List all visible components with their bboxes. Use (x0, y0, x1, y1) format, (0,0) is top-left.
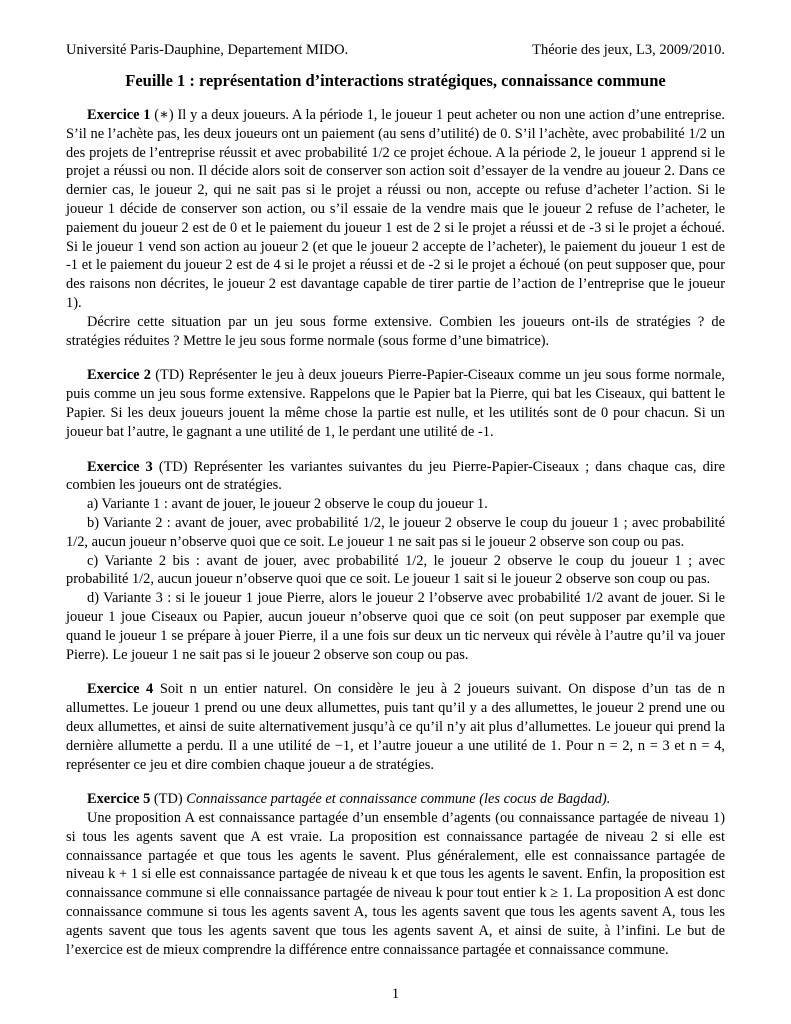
exercise-label: Exercice 2 (87, 367, 151, 384)
exercise-2 (66, 366, 725, 441)
exercise-tag: (∗) (154, 107, 174, 123)
page-header (66, 42, 725, 62)
variant-item: b) Variante 2 : avant de jouer, avec probabilité 1/2, le joueur 2 observe le coup du joueur 1 ; avec probabilité 1/2, aucun joueur n’observe quoi que ce soit. Le joueur 1 ne sait pas si le joueur 2 observe son coup ou pas. (66, 514, 725, 550)
exercise-tag: (TD) (155, 367, 185, 384)
exercise-text: Il y a deux joueurs. A la période 1, le joueur 1 peut acheter ou non une action d’une entreprise. S’il ne l’achète pas, les deux joueurs ont un paiement (au sens d’utilité) de 0. S’il l’achète, avec probabilité 1/2 un des projets de l’entreprise réussit et avec probabilité 1/2 ce projet échoue. A la période 2, le joueur 1 apprend si le projet a réussi ou non. Il décide alors soit de conserver son action soit d’essayer de la vendre au joueur 2. Dans ce dernier cas, le joueur 2, qui ne sait pas si le projet a réussi ou non, accepte ou refuse d’acheter l’action. Si le joueur 1 décide de conserver son action, ou s’il essaie de la vendre mais que le joueur 2 refuse de l’acheter, le paiement du joueur 2 est de 0 et le paiement du joueur 1 est de 2 si le projet a réussi et de -3 si le projet a échoué. Si le joueur 1 vend son action au joueur 2 (et que le joueur 2 accepte de l’acheter), le paiement du joueur 1 est de -1 et le paiement du joueur 2 est de 4 si le projet a réussi et de -2 si le projet a échoué (on peut supposer que, pour des raisons non décrites, le joueur 2 est davantage capable de tirer partie de l’action de l’entreprise que le joueur 1). (66, 107, 725, 311)
exercise-label: Exercice 4 (87, 681, 154, 698)
exercise-label: Exercice 5 (87, 791, 151, 808)
variant-item: c) Variante 2 bis : avant de jouer, avec probabilité 1/2, le joueur 2 observe le coup du joueur 1 ; avec probabilité 1/2, aucun joueur n’observe quoi que ce soit. Le joueur 1 sait si le joueur 2 observe son coup ou pas. (66, 552, 725, 588)
exercise-5 (66, 790, 725, 959)
exercise-4 (66, 680, 725, 774)
exercise-label: Exercice 1 (87, 107, 151, 123)
variant-item: a) Variante 1 : avant de jouer, le joueur 2 observe le coup du joueur 1. (87, 496, 488, 513)
exercise-tag: (TD) (158, 458, 188, 475)
exercise-text: Soit n un entier naturel. On considère le jeu à 2 joueurs suivant. On dispose d’un tas de n allumettes. Le joueur 1 prend ou une deux allumettes, puis tant qu’il y a des allumettes, le joueur 2 prend une ou deux allumettes, et ainsi de suite alternativement jusqu’à ce qu’il n’y ait plus d’allumettes. Le joueur qui prend la dernière allumette a perdu. Il a une utilité de −1, et l’autre joueur a une utilité de 1. Pour n = 2, n = 3 et n = 4, représenter ce jeu et dire combien chaque joueur a de stratégies. (66, 681, 725, 773)
exercise-label: Exercice 3 (87, 458, 153, 475)
header-institution: Université Paris-Dauphine, Departement MIDO. (66, 42, 349, 58)
page-number: 1 (391, 986, 400, 1002)
document-body (66, 106, 725, 975)
exercise-1 (66, 106, 725, 350)
header-course: Théorie des jeux, L3, 2009/2010. (532, 42, 725, 58)
exercise-3 (66, 458, 725, 665)
exercise-text: Représenter le jeu à deux joueurs Pierre-Papier-Ciseaux comme un jeu sous forme normale, puis comme un jeu sous forme extensive. Rappelons que le Papier bat la Pierre, qui bat les Ciseaux, qui battent le Papier. Si les deux joueurs jouent la même chose la partie est nulle, et les utilités sont de 0 pour chacun. Si un joueur bat l’autre, le gagnant a une utilité de 1, le perdant une utilité de -1. (66, 367, 725, 440)
exercise-text: Représenter les variantes suivantes du jeu Pierre-Papier-Ciseaux ; dans chaque cas, dire combien les joueurs ont de stratégies. (66, 458, 725, 494)
sheet-title: Feuille 1 : représentation d’interactions stratégiques, connaissance commune (125, 71, 666, 90)
exercise-tag: (TD) (153, 791, 183, 808)
exercise-text: Une proposition A est connaissance partagée d’un ensemble d’agents (ou connaissance partagée de niveau 1) si tous les agents savent que A est vraie. La proposition est connaissance partagée de niveau 2 si elle est connaissance partagée et que tous les agents le savent. Plus généralement, elle est connaissance partagée de niveau k + 1 si elle est connaissance partagée de niveau k et que tous les agents le savent. Enfin, la proposition est connaissance commune si elle connaissance partagée de niveau k pour tout entier k ≥ 1. La proposition A est donc connaissance commune si tous les agents savent A, tous les agents savent que tous les agents savent A, tous les agents savent que tous les agents savent que tous les agents savent A, et ainsi de suite, à l’infini. Le but de l’exercice est de mieux comprendre la différence entre connaissance partagée et connaissance commune. (66, 810, 725, 958)
exercise-text: Décrire cette situation par un jeu sous forme extensive. Combien les joueurs ont-ils de stratégies ? de stratégies réduites ? Mettre le jeu sous forme normale (sous forme d’une bimatrice). (66, 313, 725, 349)
variant-item: d) Variante 3 : si le joueur 1 joue Pierre, alors le joueur 2 l’observe avec probabilité 1/2 avant de jouer. Si le joueur 1 joue Ciseaux ou Papier, aucun joueur n’observe quoi que ce soit (on peut supposer par exemple que quand le joueur 1 se prépare à jouer Pierre, il a une fois sur deux un tic nerveux qui révèle à l’autre qu’il va jouer Pierre). Le joueur 1 ne sait pas si le joueur 2 observe son coup ou pas. (66, 590, 725, 663)
exercise-subtitle: Connaissance partagée et connaissance commune (les cocus de Bagdad). (186, 791, 611, 808)
